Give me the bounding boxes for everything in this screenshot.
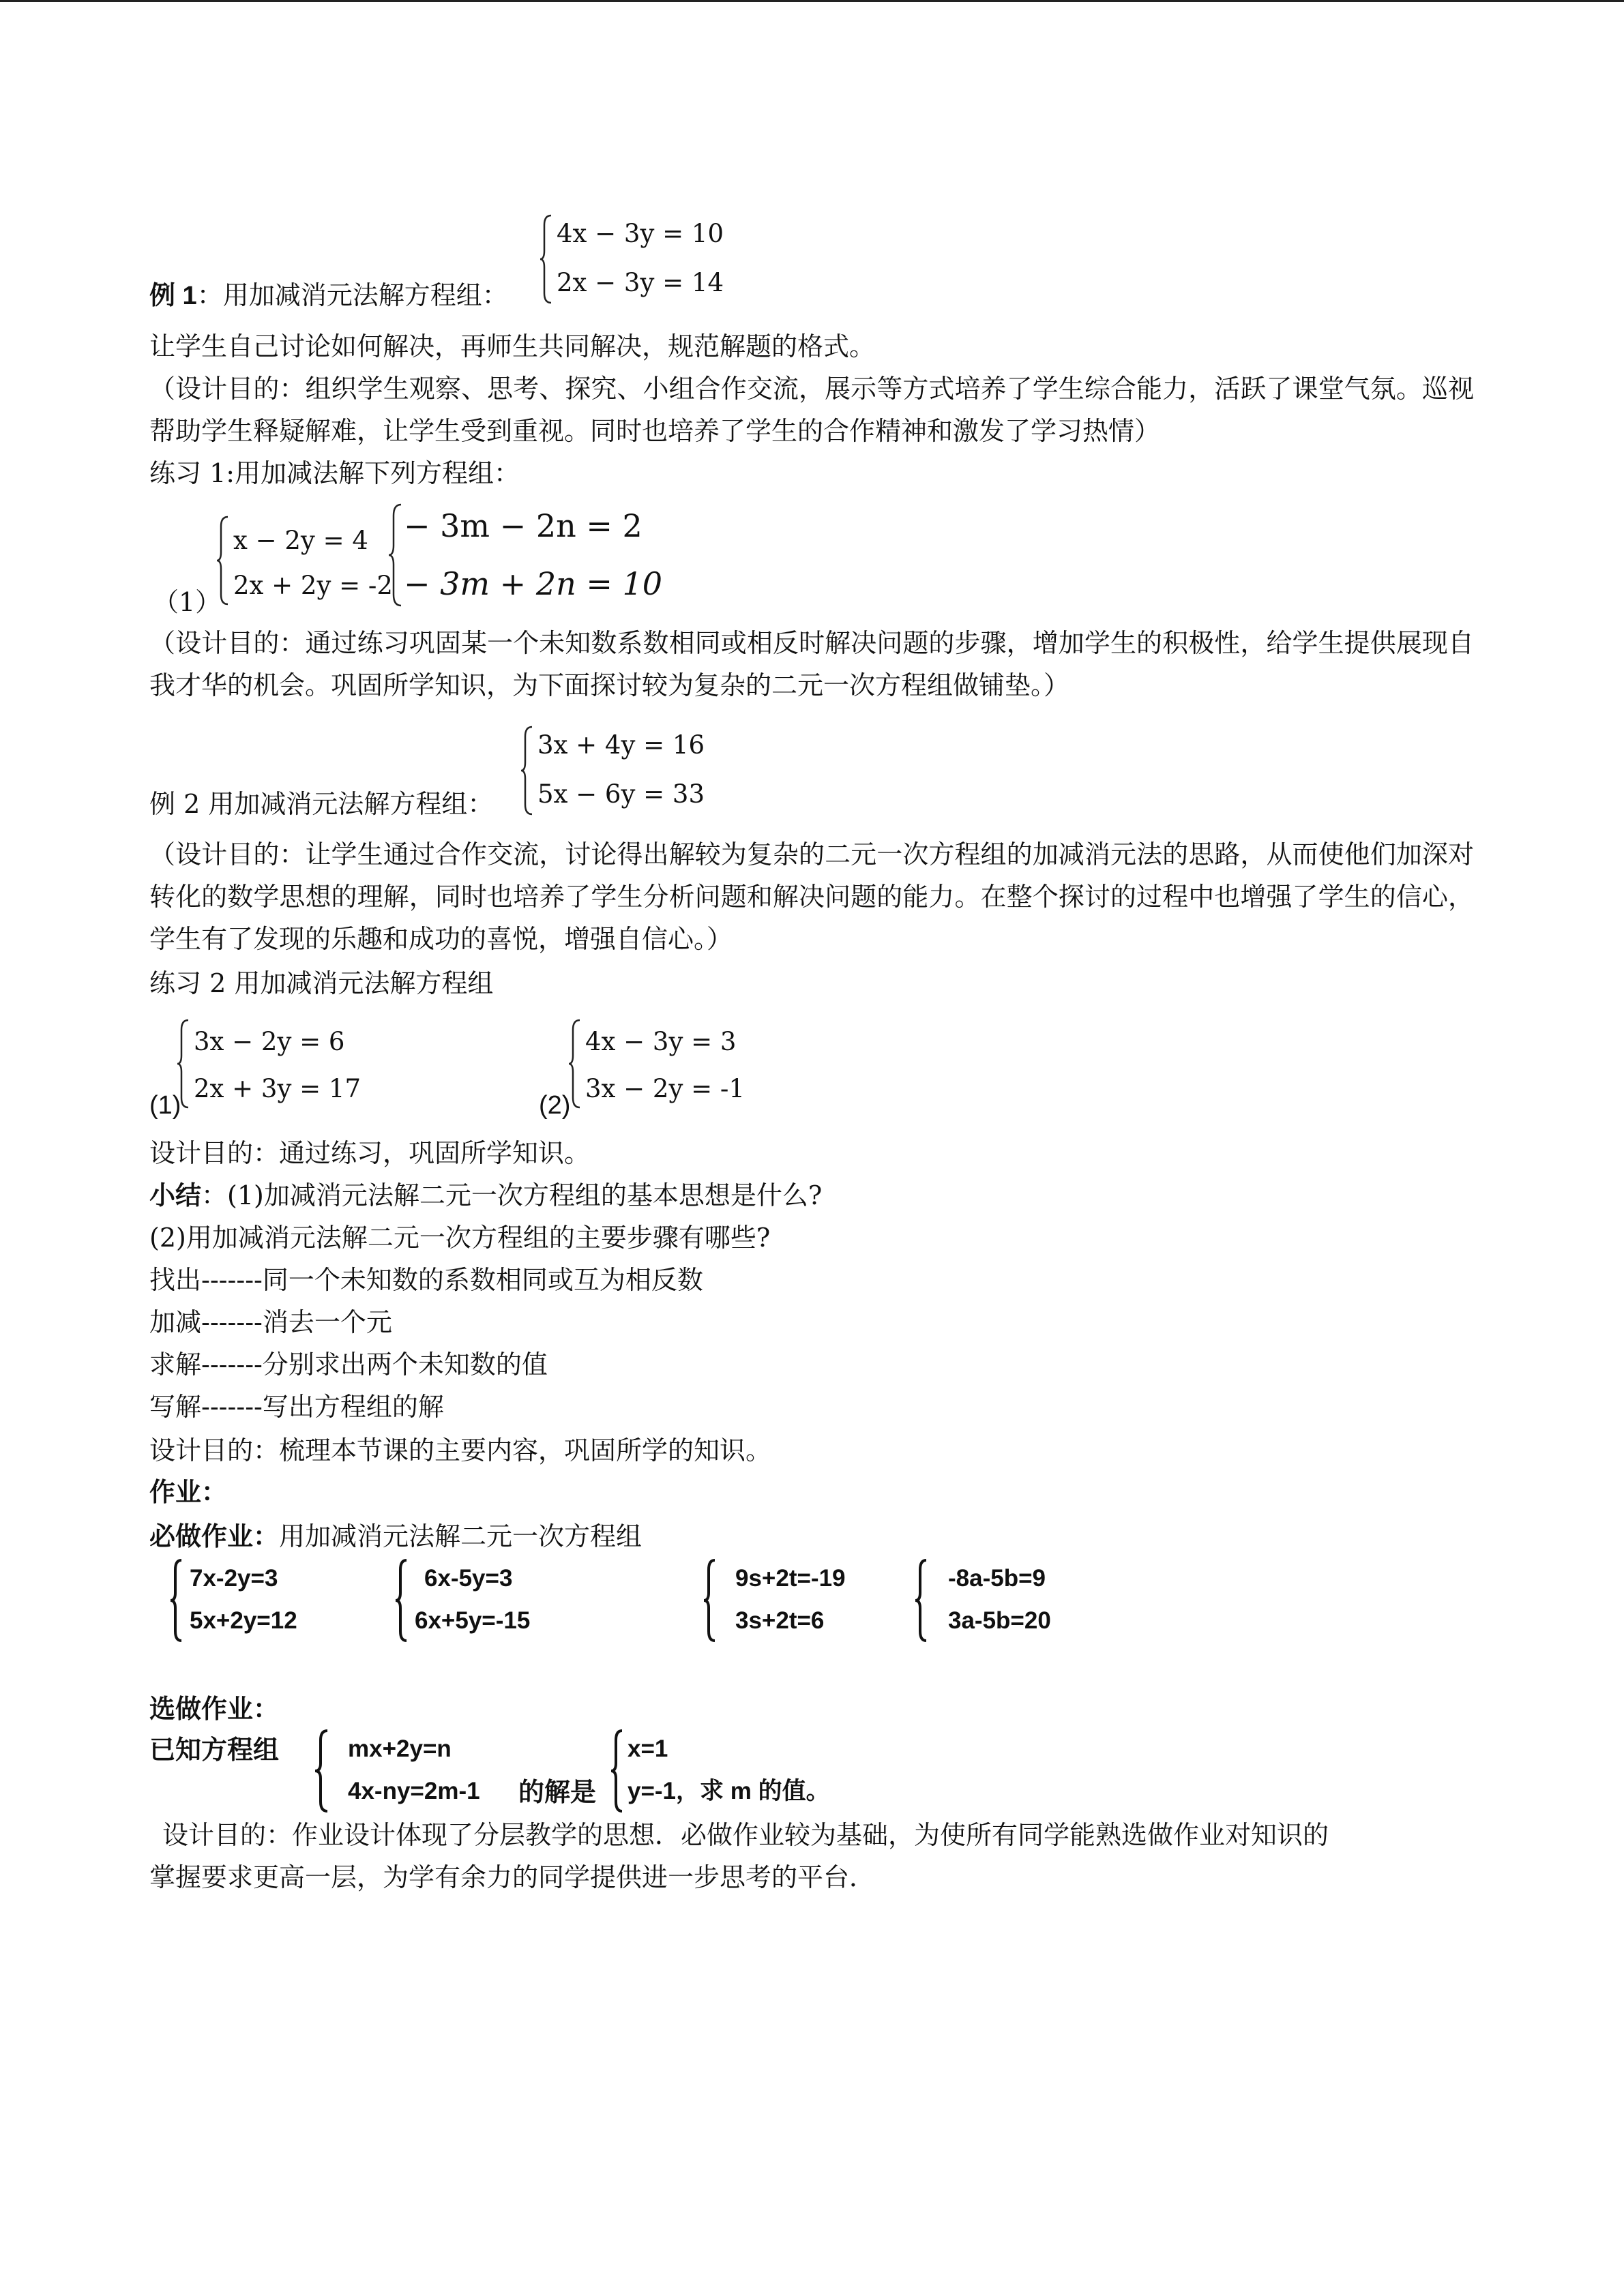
practice-1-system-a — [216, 513, 400, 608]
optional-given-label: 已知方程组 — [149, 1736, 280, 1765]
summary-step-2: 加减-------消去一个元 — [149, 1307, 392, 1337]
left-brace-icon — [169, 1557, 184, 1643]
homework-required — [149, 1515, 642, 1558]
practice-2-heading: 练习 2 用加减消元法解方程组 — [149, 968, 494, 998]
homework-2-eq-2: 6x+5y=-15 — [415, 1607, 531, 1634]
optional-homework-title: 选做作业： — [149, 1695, 280, 1724]
summary-step-1: 找出-------同一个未知数的系数相同或互为相反数 — [149, 1265, 703, 1295]
homework-1-eq-1: 7x-2y=3 — [190, 1565, 278, 1592]
left-brace-icon — [394, 1557, 409, 1643]
homework-3-eq-2: 3s+2t=6 — [735, 1607, 825, 1634]
homework-system-1 — [169, 1557, 374, 1643]
example-2-system — [520, 723, 724, 818]
optional-eq-1: mx+2y=n — [348, 1735, 452, 1762]
summary-q1-text: ：(1)加减消元法解二元一次方程组的基本思想是什么? — [201, 1180, 823, 1210]
practice-1-heading: 练习 1:用加减法解下列方程组： — [149, 458, 520, 488]
optional-sol-1: x=1 — [628, 1735, 668, 1762]
paragraph-design-goal-4: 设计目的：通过练习，巩固所学知识。 — [149, 1138, 591, 1168]
optional-eq-2: 4x-ny=2m-1 — [348, 1778, 480, 1804]
left-brace-icon — [520, 723, 535, 818]
homework-3-eq-1: 9s+2t=-19 — [735, 1565, 846, 1592]
practice-2-eq-1a: 3x − 2y = 6 — [194, 1027, 345, 1056]
left-brace-icon — [176, 1016, 191, 1112]
paragraph-design-goal-5: 设计目的：梳理本节课的主要内容，巩固所学的知识。 — [149, 1435, 772, 1465]
left-brace-icon — [703, 1557, 718, 1643]
left-brace-icon — [914, 1557, 929, 1643]
practice-2-number-2: (2) — [539, 1091, 571, 1120]
homework-system-2 — [394, 1557, 599, 1643]
homework-required-label: 必做作业： — [149, 1523, 280, 1551]
paragraph-design-goal-2: （设计目的：通过练习巩固某一个未知数系数相同或相反时解决问题的步骤，增加学生的积极性，给学生提供展现自我才华的机会。巩固所学知识，为下面探讨较为复杂的二元一次方程组做铺垫。） — [149, 628, 1474, 700]
practice-2-eq-1b: 2x + 3y = 17 — [194, 1074, 361, 1103]
practice-2-eq-2b: 3x − 2y = -1 — [585, 1074, 745, 1103]
practice-2-eq-2a: 4x − 3y = 3 — [585, 1027, 737, 1056]
homework-2-eq-1: 6x-5y=3 — [424, 1565, 513, 1592]
paragraph-design-goal-6-line-1: 设计目的：作业设计体现了分层教学的思想．必做作业较为基础，为使所有同学能熟选做作业对知识的 — [162, 1820, 1329, 1850]
summary-question-1 — [149, 1174, 822, 1217]
example-2-eq-2: 5x − 6y = 33 — [537, 779, 705, 809]
left-brace-icon — [539, 211, 554, 307]
practice-1-a-eq-2: 2x + 2y = -2 — [233, 571, 393, 600]
practice-2-system-1 — [176, 1016, 381, 1112]
paragraph-design-goal-1: （设计目的：组织学生观察、思考、探究、小组合作交流，展示等方式培养了学生综合能力，活跃了课堂气氛。巡视帮助学生释疑解难，让学生受到重视。同时也培养了学生的合作精神和激发了学习热情） — [149, 374, 1474, 446]
optional-solution-is: 的解是 — [518, 1778, 597, 1807]
homework-system-3 — [703, 1557, 907, 1643]
summary-step-3: 求解-------分别求出两个未知数的值 — [149, 1350, 548, 1380]
paragraph-discuss: 让学生自己讨论如何解决，再师生共同解决，规范解题的格式。 — [149, 331, 876, 361]
left-brace-icon — [610, 1728, 625, 1814]
homework-4-eq-2: 3a-5b=20 — [948, 1607, 1051, 1634]
example-1-heading — [149, 274, 508, 317]
homework-title: 作业： — [149, 1478, 228, 1507]
summary-label: 小结 — [149, 1182, 202, 1210]
practice-2-system-2 — [567, 1016, 772, 1112]
optional-solution — [610, 1728, 951, 1814]
homework-system-4 — [914, 1557, 1119, 1643]
example-1-eq-1: 4x − 3y = 10 — [557, 219, 724, 248]
left-brace-icon — [314, 1728, 330, 1814]
left-brace-icon — [387, 501, 404, 610]
summary-question-2: (2)用加减消元法解二元一次方程组的主要步骤有哪些? — [149, 1223, 771, 1253]
practice-2-number-1: (1) — [149, 1091, 181, 1120]
paragraph-design-goal-6-line-2: 掌握要求更高一层，为学有余力的同学提供进一步思考的平台． — [149, 1862, 876, 1892]
practice-1-b-eq-2: − 3m + 2n = 10 — [404, 565, 663, 602]
page-top-border — [0, 0, 1624, 2]
example-2-heading: 例 2 用加减消元法解方程组： — [149, 789, 494, 819]
example-1-system — [539, 211, 743, 307]
homework-1-eq-2: 5x+2y=12 — [190, 1607, 297, 1634]
homework-required-text: 用加减消元法解二元一次方程组 — [279, 1521, 643, 1551]
paragraph-design-goal-3: （设计目的：让学生通过合作交流，讨论得出解较为复杂的二元一次方程组的加减消元法的思路，从而使他们加深对转化的数学思想的理解，同时也培养了学生分析问题和解决问题的能力。在整个探讨的过程中也增强了学生的信心，学生有了发现的乐趣和成功的喜悦，增强自信心。） — [149, 839, 1474, 954]
practice-1-a-eq-1: x − 2y = 4 — [233, 526, 368, 555]
optional-sol-2: y=-1，求 m 的值。 — [628, 1778, 830, 1804]
practice-1-number: （1） — [153, 587, 222, 617]
example-2-eq-1: 3x + 4y = 16 — [537, 730, 705, 760]
homework-4-eq-1: -8a-5b=9 — [948, 1565, 1046, 1592]
summary-step-4: 写解-------写出方程组的解 — [149, 1392, 444, 1422]
left-brace-icon — [216, 513, 231, 608]
left-brace-icon — [567, 1016, 582, 1112]
practice-1-b-eq-1: − 3m − 2n = 2 — [404, 507, 643, 544]
example-1-text: ：用加减消元法解方程组： — [196, 280, 508, 310]
example-1-label: 例 1 — [149, 282, 197, 310]
example-1-eq-2: 2x − 3y = 14 — [557, 268, 724, 297]
practice-1-system-b — [387, 501, 663, 610]
